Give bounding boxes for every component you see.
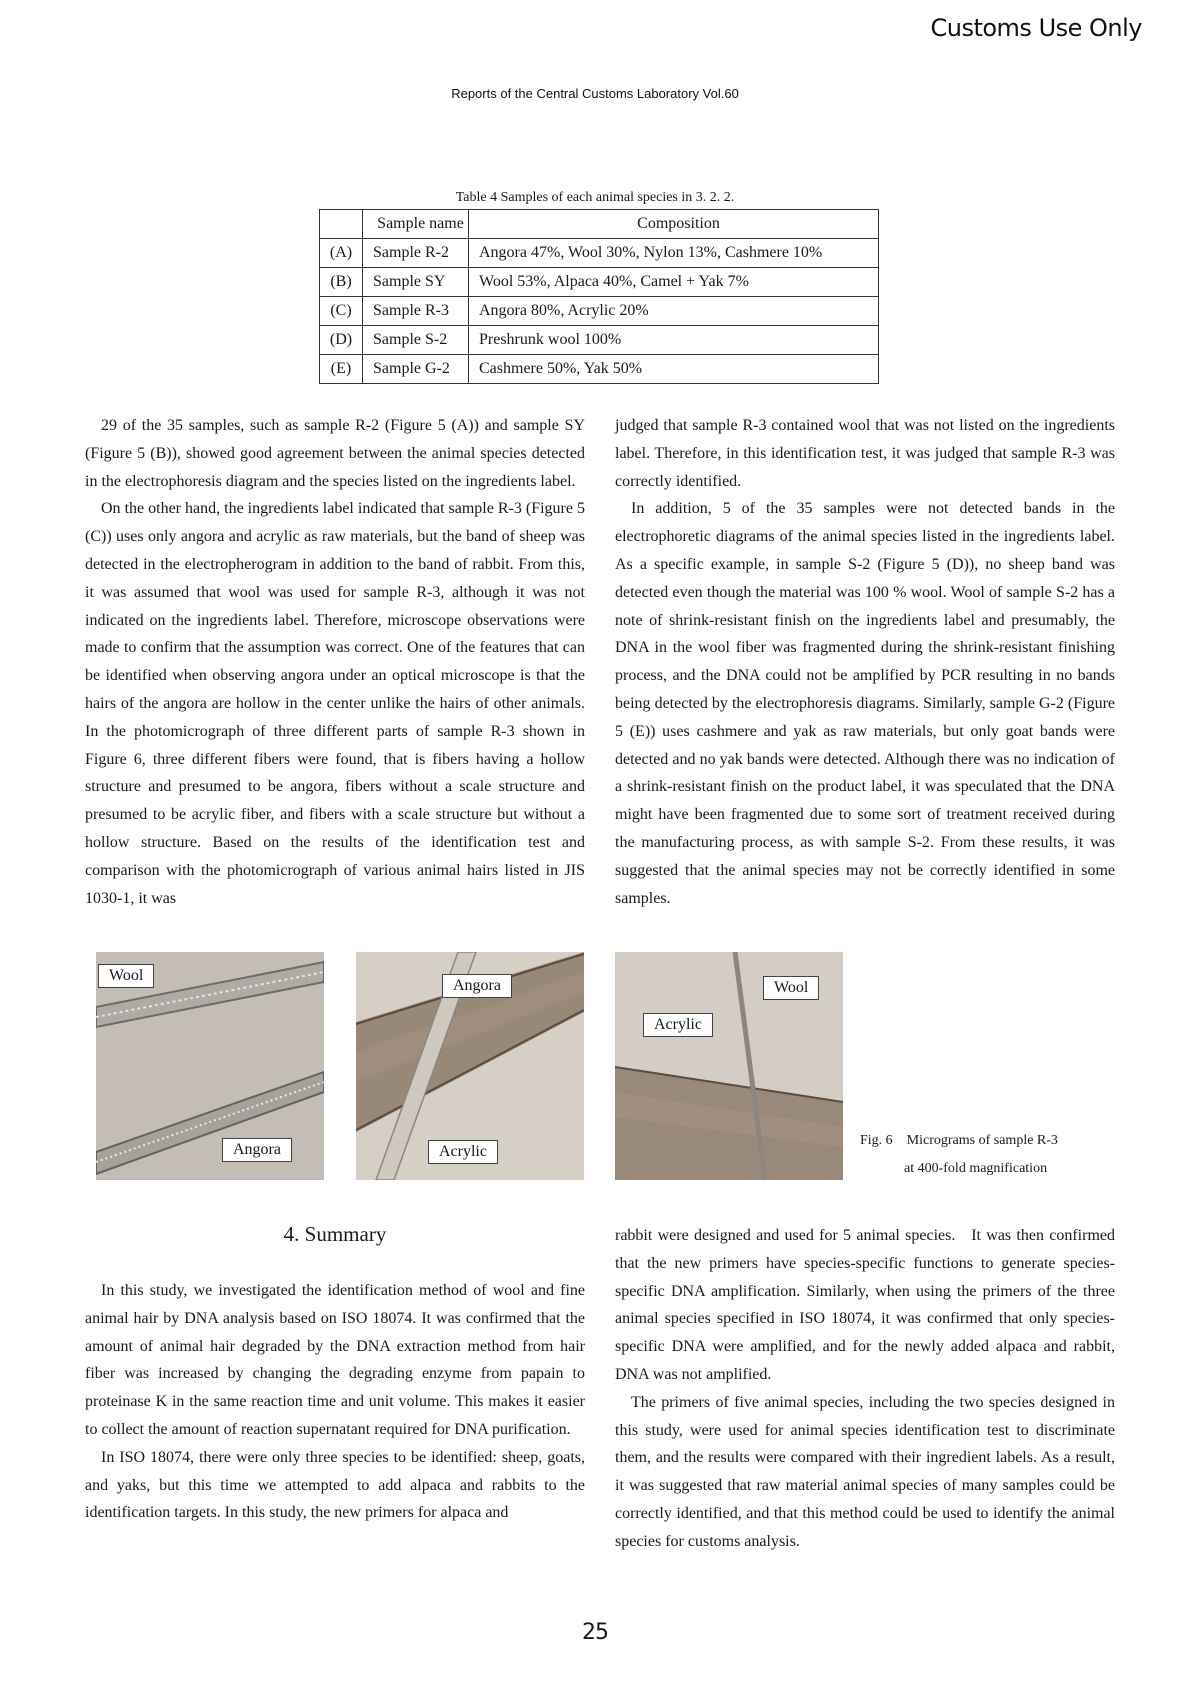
paragraph: On the other hand, the ingredients label indicated that sample R-3 (Figure 5 (C)) uses only angora and acrylic as raw materials, but the band of sheep was detected in the electropherogram in addition to the band of rabbit. From this, it was assumed that wool was used for sample R-3, although it was not indicated on the ingredients label. Therefore, microscope observations were made to confirm that the assumption was correct. One of the features that can be identified when observing angora under an optical microscope is that the hairs of the angora are hollow in the center unlike the hairs of other animals. In the photomicrograph of three different parts of sample R-3 shown in Figure 6, three different fibers were found, that is fibers having a hollow structure and presumed to be angora, fibers without a scale structure and presumed to be acrylic fiber, and fibers with a scale structure but without a hollow structure. Based on the results of the identification test and comparison with the photomicrograph of various animal hairs listed in JIS 1030-1, it was bbox=[85, 500, 585, 907]
paragraph: In addition, 5 of the 35 samples were not detected bands in the electrophoretic diagrams of the animal species listed in the ingredients label. As a specific example, in sample S-2 (Figure 5 (D)), no sheep band was detected even though the material was 100 % wool. Wool of sample S-2 has a note of shrink-resistant finish on the ingredients label and presumably, the DNA in the wool fiber was fragmented during the shrink-resistant finishing process, and the DNA could not be amplified by PCR resulting in no bands being detected by the electrophoresis diagrams. Similarly, sample G-2 (Figure 5 (E)) uses cashmere and yak as raw materials, but only goat bands were detected and no yak bands were detected. Although there was no indication of a shrink-resistant finish on the product label, it was speculated that the DNA might have been fragmented due to some sort of treatment received during the manufacturing process, as with sample S-2. From these results, it was suggested that the animal species may not be correctly identified in some samples. bbox=[615, 500, 1115, 907]
row-composition: Preshrunk wool 100% bbox=[469, 326, 879, 355]
micrograph-1 bbox=[96, 952, 324, 1180]
paragraph: rabbit were designed and used for 5 animal species. It was then confirmed that the new primers have species-specific functions to generate species-specific DNA amplification. Similarly, when using the primers of the three animal species specified in ISO 18074, it was confirmed that only species-specific DNA were amplified, and for the newly added alpaca and rabbit, DNA was not amplified. bbox=[615, 1227, 1119, 1383]
label-wool: Wool bbox=[98, 964, 154, 988]
figure-6-caption bbox=[860, 1127, 1120, 1183]
paragraph: 29 of the 35 samples, such as sample R-2 (Figure 5 (A)) and sample SY (Figure 5 (B)), showed good agreement between the animal species detected in the electrophoresis diagram and the species listed on the ingredients label. bbox=[85, 417, 585, 490]
row-sample: Sample SY bbox=[363, 268, 469, 297]
paragraph: In ISO 18074, there were only three species to be identified: sheep, goats, and yaks, but this time we attempted to add alpaca and rabbits to the identification targets. In this study, the new primers for alpaca and bbox=[85, 1448, 585, 1522]
row-label: (E) bbox=[320, 355, 363, 384]
upper-left-column bbox=[85, 412, 585, 912]
table-4 bbox=[319, 209, 879, 384]
row-sample: Sample R-2 bbox=[363, 239, 469, 268]
micrograph-2 bbox=[356, 952, 584, 1180]
table-row bbox=[320, 355, 879, 384]
table-row bbox=[320, 326, 879, 355]
table-row bbox=[320, 297, 879, 326]
figure-6-caption-line-2: at 400-fold magnification bbox=[904, 1161, 1048, 1176]
running-header: Reports of the Central Customs Laboratory Vol.60 bbox=[451, 86, 739, 101]
label-acrylic: Acrylic bbox=[643, 1013, 713, 1037]
row-label: (B) bbox=[320, 268, 363, 297]
row-sample: Sample R-3 bbox=[363, 297, 469, 326]
row-label: (D) bbox=[320, 326, 363, 355]
row-composition: Wool 53%, Alpaca 40%, Camel + Yak 7% bbox=[469, 268, 879, 297]
table-header-row bbox=[320, 210, 879, 239]
row-sample: Sample S-2 bbox=[363, 326, 469, 355]
upper-right-column bbox=[615, 412, 1115, 912]
table-row bbox=[320, 268, 879, 297]
micrograph-3 bbox=[615, 952, 843, 1180]
lower-left-column bbox=[85, 1277, 585, 1527]
table-header-composition: Composition bbox=[469, 210, 879, 239]
row-label: (C) bbox=[320, 297, 363, 326]
row-composition: Angora 47%, Wool 30%, Nylon 13%, Cashmere 10% bbox=[469, 239, 879, 268]
label-angora: Angora bbox=[222, 1138, 292, 1162]
label-acrylic: Acrylic bbox=[428, 1140, 498, 1164]
table-row bbox=[320, 239, 879, 268]
row-label: (A) bbox=[320, 239, 363, 268]
paragraph: judged that sample R-3 contained wool that was not listed on the ingredients label. Therefore, in this identification test, it was judged that sample R-3 was correctly identified. bbox=[615, 417, 1115, 490]
label-angora: Angora bbox=[442, 974, 512, 998]
table-header-sample: Sample name bbox=[363, 210, 469, 239]
table-caption: Table 4 Samples of each animal species in 3. 2. 2. bbox=[455, 190, 735, 205]
row-sample: Sample G-2 bbox=[363, 355, 469, 384]
figure-6-caption-line-1: Fig. 6 Micrograms of sample R-3 bbox=[860, 1133, 1058, 1148]
row-composition: Angora 80%, Acrylic 20% bbox=[469, 297, 879, 326]
lower-right-column bbox=[615, 1222, 1119, 1556]
section-heading-summary: 4. Summary bbox=[283, 1222, 387, 1246]
paragraph: In this study, we investigated the identification method of wool and fine animal hair by DNA analysis based on ISO 18074. It was confirmed that the amount of animal hair degraded by the DNA extraction method from hair fiber was increased by changing the degrading enzyme from papain to proteinase K in the same reaction time and unit volume. This makes it easier to collect the amount of reaction supernatant required for DNA purification. bbox=[85, 1282, 585, 1438]
customs-use-only-stamp: Customs Use Only bbox=[930, 14, 1142, 42]
row-composition: Cashmere 50%, Yak 50% bbox=[469, 355, 879, 384]
table-header-blank bbox=[320, 210, 363, 239]
page-number: 25 bbox=[582, 1620, 608, 1645]
label-wool: Wool bbox=[763, 976, 819, 1000]
paragraph: The primers of five animal species, including the two species designed in this study, were used for animal species identification test to discriminate them, and the results were compared with their ingredient labels. As a result, it was suggested that raw material animal species of many samples could be correctly identified, and that this method could be used to identify the animal species for customs analysis. bbox=[615, 1393, 1115, 1550]
